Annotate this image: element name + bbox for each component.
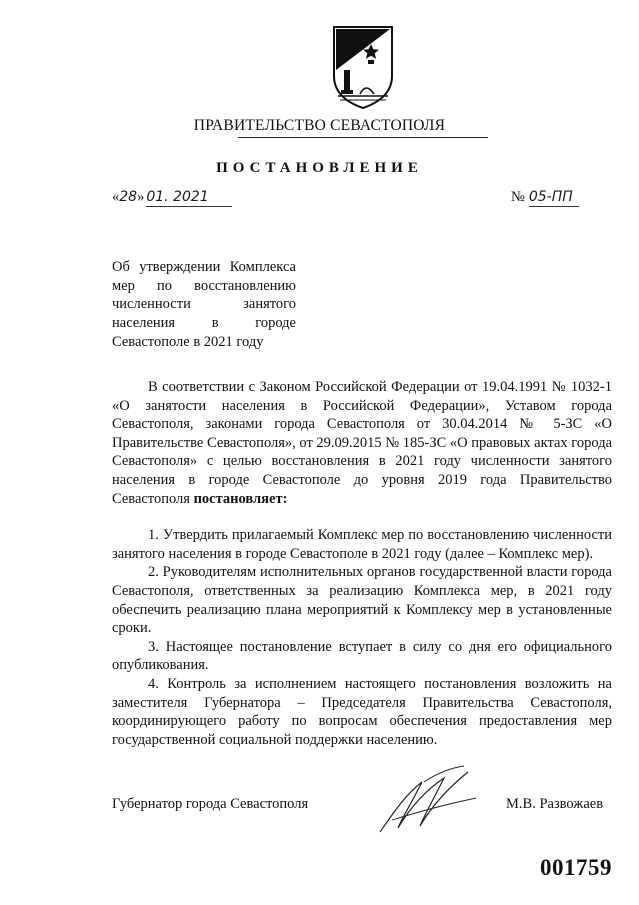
signatory-title: Губернатор города Севастополя [112,796,309,812]
preamble-text: В соответствии с Законом Российской Федерации от 19.04.1991 № 1032-1 «О занятости населения в Российской Федерации», Уставом города Севастополя, законами города Севастополя от 30.04.2014 № 5-ЗС «О Правительстве Севастополя», от 29.09.2015 № 185-ЗС «О правовых актах города Севастополя» с целью восстановления в 2021 году численности занятого населения в городе Севастополе до уровня 2019 года Правительство Севастополя [112,379,613,507]
body-item: 3. Настоящее постановление вступает в силу со дня его официального опубликования. [112,638,612,674]
coat-of-arms-emblem [330,24,396,110]
government-title: ПРАВИТЕЛЬСТВО СЕВАСТОПОЛЯ [193,117,446,134]
body-item: 4. Контроль за исполнением настоящего постановления возложить на заместителя Губернатора – Председателя Правительства Севастополя, координирующего работу по вопросам обеспечения предоставления мер государственной социальной поддержки населению. [112,675,612,748]
title-underline [238,137,488,138]
handwritten-signature [372,762,482,842]
subject-line: Об утверждении Комплекса [112,259,296,275]
preamble-paragraph [112,378,612,508]
subject-line: численности занятого [112,296,296,313]
serial-number: 001759 [540,855,612,880]
date-month-year: 01. 2021 [146,189,209,205]
subject-line: населения в городе [112,315,296,332]
preamble-bold-text: постановляет: [193,490,288,507]
date-open-quote: « [112,189,120,205]
subject-line: мер по восстановлению [112,277,296,294]
subject-line: Севастополе в 2021 году [112,333,264,350]
document-subject [112,258,296,352]
document-date [112,189,232,207]
body-item: 2. Руководителям исполнительных органов государственной власти города Севастополя, ответственных за реализацию Комплекса мер, в 2021 году обеспечить реализацию плана мероприятий к Комплексу мер в установленные сроки. [112,564,612,637]
date-close-quote: » [137,189,145,205]
number-sign: № [511,189,525,205]
date-day: 28 [119,189,138,205]
document-body [112,378,612,749]
number-value: 05-ПП [528,189,573,205]
signatory-name: М.В. Развожаев [506,796,604,812]
document-type-heading: ПОСТАНОВЛЕНИЕ [216,160,423,176]
document-number [511,189,579,207]
body-item: 1. Утвердить прилагаемый Комплекс мер по восстановлению численности занятого населения в городе Севастополе в 2021 году (далее – Комплекс мер). [112,527,612,562]
